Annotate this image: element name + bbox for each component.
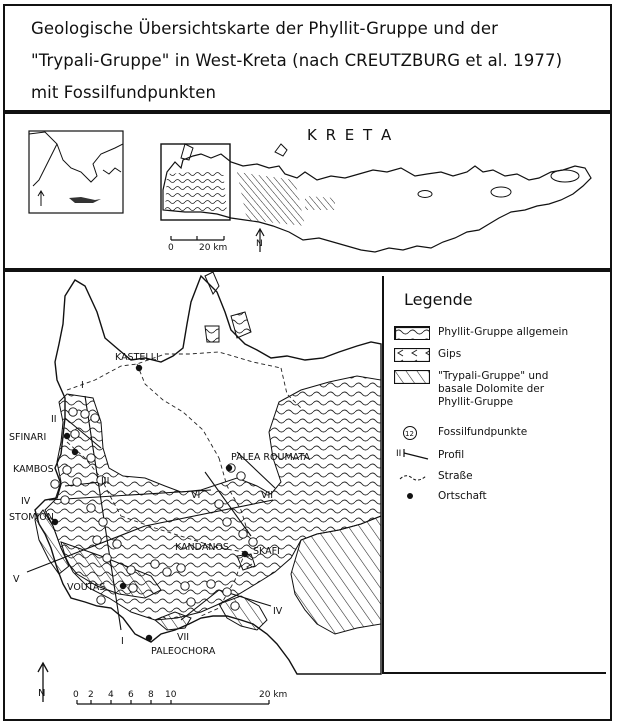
legend-label-gips: Gips: [438, 348, 462, 360]
main-north-arrow-icon: [38, 663, 48, 702]
map-title-line-3: mit Fossilfundpunkten: [31, 83, 217, 102]
main-scale-label-2: 2: [88, 690, 94, 700]
map-title-line-1: Geologische Übersichtskarte der Phyllit-Gruppe und der: [31, 19, 498, 38]
overview-scale-label-20: 20 km: [199, 243, 228, 253]
legend-label-fossil: Fossilfundpunkte: [438, 426, 528, 438]
map-title-line-2: "Trypali-Gruppe" in West-Kreta (nach CREUTZBURG et al. 1977): [31, 51, 563, 70]
profil-line-icon: [394, 445, 430, 467]
town-label-stomion: STOMION: [9, 512, 54, 523]
road-line-icon: [394, 470, 430, 484]
profile-label-i: I: [81, 380, 84, 391]
town-label-kandanos: KANDANOS: [175, 542, 229, 553]
town-label-palea-roumata: PALEA ROUMATA: [231, 452, 310, 463]
town-label-kastelli: KASTELLI: [115, 352, 159, 363]
main-north-label: N: [38, 688, 46, 699]
profile-label-iv: IV: [21, 496, 31, 507]
legend-panel: [382, 276, 606, 674]
profile-label-iv-end: IV: [273, 606, 283, 617]
overview-island-label: K R E T A: [307, 126, 394, 144]
phyllit-swatch-icon: [394, 326, 430, 340]
town-label-kambos: KAMBOS: [13, 464, 54, 475]
legend-profil-symbol: II: [396, 449, 402, 459]
overview-scale-bar: [168, 236, 227, 253]
overview-map-svg: [5, 114, 610, 268]
legend-label-ortschaft: Ortschaft: [438, 490, 487, 502]
profile-label-i-end: I: [121, 636, 124, 647]
legend-title: Legende: [404, 290, 473, 309]
profile-label-iii: III: [101, 476, 110, 487]
town-label-voutas: VOUTAS: [67, 582, 106, 593]
overview-scale-label-0: 0: [168, 243, 174, 253]
main-scale-label-8: 8: [148, 690, 154, 700]
main-scale-bar: [73, 690, 287, 704]
legend-label-strasse: Straße: [438, 470, 473, 482]
fossil-circle-icon: [402, 425, 418, 441]
main-scale-label-0: 0: [73, 690, 79, 700]
main-map-panel: [3, 270, 612, 721]
profile-label-v: V: [13, 574, 20, 585]
legend-fossil-symbol: 12: [405, 430, 414, 438]
main-scale-label-6: 6: [128, 690, 134, 700]
profile-label-vii-end: VII: [177, 632, 190, 643]
legend-label-phyllit: Phyllit-Gruppe allgemein: [438, 326, 569, 338]
profile-label-vi: VI: [191, 490, 201, 501]
map-title-box: [3, 4, 612, 112]
legend-label-trypali: "Trypali-Gruppe" und basale Dolomite der Phyllit-Gruppe: [438, 370, 549, 408]
town-label-paleochora: PALEOCHORA: [151, 646, 216, 657]
town-dot-icon: [394, 490, 430, 504]
main-scale-label-4: 4: [108, 690, 114, 700]
mediterranean-inset: [29, 131, 123, 213]
overview-north-label: N: [256, 239, 263, 249]
legend-label-profil: Profil: [438, 449, 465, 461]
main-scale-label-10: 10: [165, 690, 177, 700]
crete-island-outline: [161, 144, 591, 252]
overview-map-panel: [3, 112, 612, 270]
trypali-swatch-icon: [394, 370, 430, 384]
gips-swatch-icon: [394, 348, 430, 362]
overview-north-arrow-icon: [256, 229, 264, 252]
town-label-sfinari: SFINARI: [9, 432, 47, 443]
town-label-skafi: SKAFI: [253, 546, 280, 557]
profile-label-vii: VII: [261, 490, 274, 501]
profile-label-ii: II: [51, 414, 57, 425]
main-scale-label-20km: 20 km: [259, 690, 288, 700]
